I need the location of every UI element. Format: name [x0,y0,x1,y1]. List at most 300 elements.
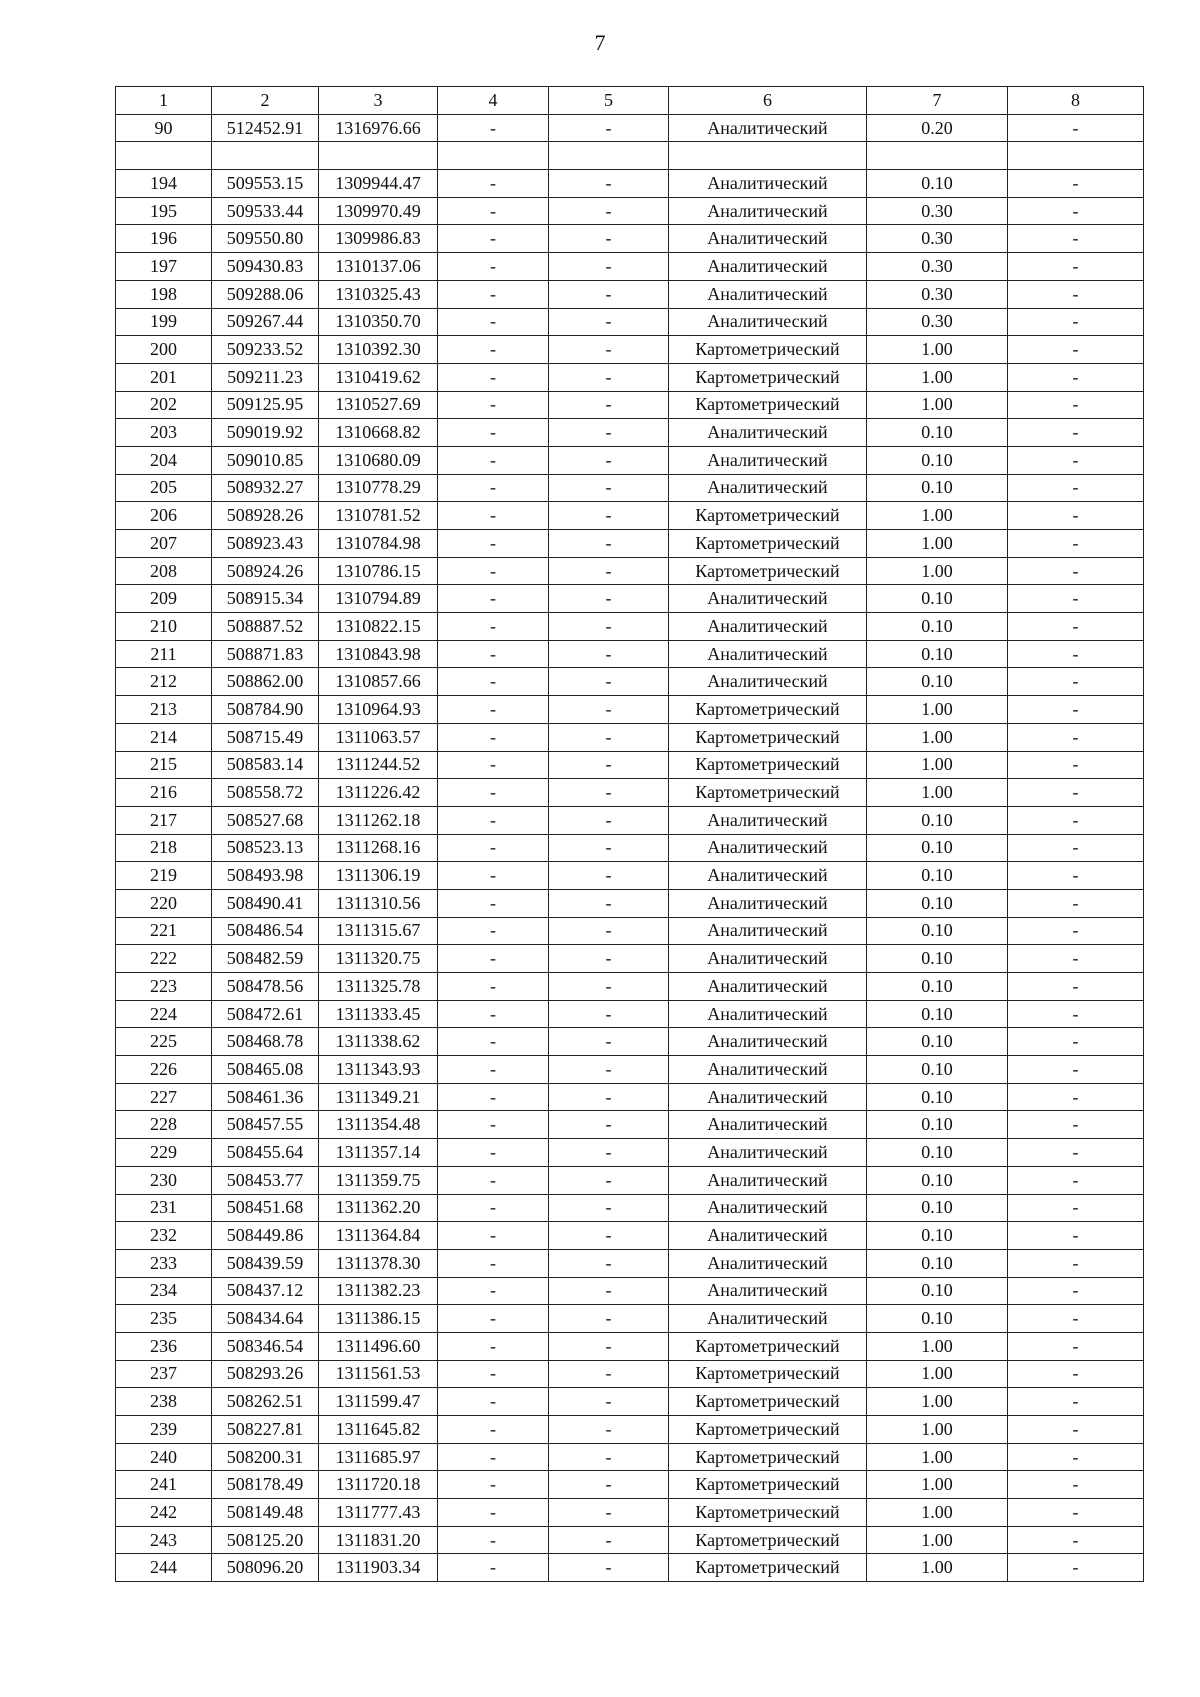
table-row [116,1416,1144,1444]
table-cell: Аналитический [669,640,867,668]
table-cell: - [1008,280,1144,308]
table-cell: 1311364.84 [319,1222,438,1250]
table-cell: - [549,973,669,1001]
table-cell: 1311306.19 [319,862,438,890]
table-cell: 0.30 [867,280,1008,308]
table-row [116,363,1144,391]
table-cell: - [1008,1277,1144,1305]
table-cell: 509430.83 [212,253,319,281]
table-cell: - [549,502,669,530]
table-cell: Аналитический [669,1000,867,1028]
table-cell: 1311333.45 [319,1000,438,1028]
table-cell: - [1008,696,1144,724]
table-cell: 509019.92 [212,419,319,447]
table-cell: 1311831.20 [319,1526,438,1554]
table-cell: 1310137.06 [319,253,438,281]
table-cell: 0.10 [867,1249,1008,1277]
table-cell: 0.10 [867,862,1008,890]
table-cell: 508293.26 [212,1360,319,1388]
table-cell: 508434.64 [212,1305,319,1333]
table-cell: - [438,1332,549,1360]
table-cell: 234 [116,1277,212,1305]
coordinates-table [115,86,1144,1582]
table-cell: - [549,834,669,862]
table-cell: 1311325.78 [319,973,438,1001]
table-cell: - [549,751,669,779]
table-cell: Картометрический [669,530,867,558]
table-cell: 1.00 [867,1416,1008,1444]
table-cell: 0.30 [867,197,1008,225]
table-cell: 0.30 [867,225,1008,253]
table-cell: Аналитический [669,613,867,641]
table-cell: 508227.81 [212,1416,319,1444]
table-cell: - [549,1360,669,1388]
table-cell: 1311378.30 [319,1249,438,1277]
table-cell: 508461.36 [212,1083,319,1111]
table-cell: 1310778.29 [319,474,438,502]
table-cell: Картометрический [669,1499,867,1527]
table-cell: - [1008,1083,1144,1111]
table-cell: 204 [116,446,212,474]
table-cell: - [438,1166,549,1194]
table-cell: - [438,308,549,336]
table-header-row [116,87,1144,115]
table-cell: - [549,1111,669,1139]
table-cell: - [549,114,669,142]
table-cell: - [1008,363,1144,391]
table-cell: 1309986.83 [319,225,438,253]
table-cell [669,142,867,170]
table-cell: 508451.68 [212,1194,319,1222]
table-cell: 1310350.70 [319,308,438,336]
table-cell: Аналитический [669,419,867,447]
table-cell: - [1008,446,1144,474]
table-cell: 0.10 [867,446,1008,474]
column-header: 4 [438,87,549,115]
table-cell: 224 [116,1000,212,1028]
table-cell: 0.10 [867,613,1008,641]
table-cell: Аналитический [669,889,867,917]
table-row [116,197,1144,225]
table-cell: - [549,557,669,585]
column-header: 1 [116,87,212,115]
table-cell: 1.00 [867,530,1008,558]
table-cell: 1.00 [867,751,1008,779]
table-cell: 0.30 [867,253,1008,281]
table-cell: 212 [116,668,212,696]
table-cell: - [438,530,549,558]
table-cell: 508932.27 [212,474,319,502]
table-cell: - [1008,834,1144,862]
table-cell: Аналитический [669,280,867,308]
table-cell: 0.10 [867,1166,1008,1194]
table-cell: 1310786.15 [319,557,438,585]
table-cell: Картометрический [669,391,867,419]
table-cell: - [438,1111,549,1139]
table-cell: 508468.78 [212,1028,319,1056]
table-cell: - [438,170,549,198]
table-row [116,1360,1144,1388]
table-cell: 1311720.18 [319,1471,438,1499]
table-cell: 1310784.98 [319,530,438,558]
table-cell: 508493.98 [212,862,319,890]
table-cell: - [549,1166,669,1194]
table-cell: 1311268.16 [319,834,438,862]
table-row [116,225,1144,253]
table-cell: 232 [116,1222,212,1250]
table-cell: Картометрический [669,1526,867,1554]
table-cell: 509125.95 [212,391,319,419]
table-cell: - [549,1083,669,1111]
table-cell: - [549,585,669,613]
table-cell: - [549,723,669,751]
table-cell: 226 [116,1056,212,1084]
table-cell: - [1008,557,1144,585]
table-cell: - [1008,640,1144,668]
table-cell: Картометрический [669,1332,867,1360]
table-cell: - [549,945,669,973]
table-row [116,1526,1144,1554]
table-cell: 0.10 [867,1000,1008,1028]
table-cell: Аналитический [669,973,867,1001]
table-cell: 208 [116,557,212,585]
table-cell: - [549,668,669,696]
table-cell: 0.10 [867,973,1008,1001]
table-cell: Аналитический [669,945,867,973]
table-cell: - [438,862,549,890]
table-cell: - [1008,1056,1144,1084]
table-cell: 221 [116,917,212,945]
table-cell: 1311315.67 [319,917,438,945]
table-cell: 508465.08 [212,1056,319,1084]
table-cell: 508523.13 [212,834,319,862]
table-cell: - [549,917,669,945]
table-cell: Картометрический [669,502,867,530]
table-cell: 512452.91 [212,114,319,142]
table-cell: Аналитический [669,114,867,142]
table-cell: 1310857.66 [319,668,438,696]
table-cell: - [549,1554,669,1582]
table-cell: - [549,1277,669,1305]
table-cell: - [1008,1471,1144,1499]
table-cell: - [438,1000,549,1028]
table-cell: 210 [116,613,212,641]
table-cell: 0.10 [867,1194,1008,1222]
table-cell: - [438,1249,549,1277]
table-cell: Картометрический [669,1360,867,1388]
table-row [116,585,1144,613]
table-cell: 227 [116,1083,212,1111]
table-cell: Аналитический [669,197,867,225]
table-row [116,1194,1144,1222]
table-row [116,446,1144,474]
column-header: 8 [1008,87,1144,115]
table-cell: - [1008,613,1144,641]
table-cell: 243 [116,1526,212,1554]
table-row [116,751,1144,779]
table-cell: 1.00 [867,1554,1008,1582]
table-cell: 0.10 [867,474,1008,502]
table-cell: - [438,280,549,308]
table-cell: - [549,1056,669,1084]
table-cell: - [438,114,549,142]
table-cell: 1311382.23 [319,1277,438,1305]
table-cell: 228 [116,1111,212,1139]
table-row [116,917,1144,945]
table-row [116,668,1144,696]
table-cell: - [438,502,549,530]
table-cell: - [549,862,669,890]
table-cell: 231 [116,1194,212,1222]
table-row [116,308,1144,336]
table-cell: 1.00 [867,1332,1008,1360]
table-cell: 222 [116,945,212,973]
column-header: 7 [867,87,1008,115]
table-cell: 240 [116,1443,212,1471]
table-cell [438,142,549,170]
table-cell: 1311386.15 [319,1305,438,1333]
table-cell: 196 [116,225,212,253]
table-cell: - [549,1305,669,1333]
table-cell: - [549,1499,669,1527]
table-cell: 508178.49 [212,1471,319,1499]
table-cell: - [549,308,669,336]
table-cell: 1.00 [867,779,1008,807]
table-cell: Аналитический [669,917,867,945]
table-cell: - [549,419,669,447]
table-cell: 0.10 [867,1111,1008,1139]
table-cell: 1310325.43 [319,280,438,308]
table-cell: - [438,806,549,834]
table-cell: Аналитический [669,1166,867,1194]
table-cell: - [1008,114,1144,142]
table-cell: 508200.31 [212,1443,319,1471]
table-cell: - [438,419,549,447]
table-cell: - [438,1443,549,1471]
table-cell: - [1008,1388,1144,1416]
table-body [116,114,1144,1581]
table-cell: 1311262.18 [319,806,438,834]
table-cell: 1310392.30 [319,336,438,364]
table-cell: 508437.12 [212,1277,319,1305]
table-cell: 508457.55 [212,1111,319,1139]
table-cell: 1.00 [867,1388,1008,1416]
table-row [116,170,1144,198]
table-cell: - [1008,585,1144,613]
table-cell: 0.10 [867,889,1008,917]
table-cell: 1311777.43 [319,1499,438,1527]
table-cell: - [438,225,549,253]
table-cell: - [1008,1332,1144,1360]
table-cell: 216 [116,779,212,807]
table-cell: 1310781.52 [319,502,438,530]
table-cell: 225 [116,1028,212,1056]
table-cell [319,142,438,170]
table-cell: 508455.64 [212,1139,319,1167]
table-cell: 203 [116,419,212,447]
table-cell: - [549,530,669,558]
table-cell: - [438,474,549,502]
table-cell: 0.10 [867,640,1008,668]
table-row [116,1222,1144,1250]
table-cell: 509010.85 [212,446,319,474]
table-cell: - [1008,170,1144,198]
table-cell: - [549,1471,669,1499]
table-cell: - [1008,1139,1144,1167]
table-cell: 508928.26 [212,502,319,530]
table-cell: - [1008,1028,1144,1056]
table-cell: 1311599.47 [319,1388,438,1416]
table-row [116,779,1144,807]
table-cell: 242 [116,1499,212,1527]
table-cell: - [1008,889,1144,917]
table-cell: 244 [116,1554,212,1582]
table-cell: Аналитический [669,1222,867,1250]
table-cell: - [438,640,549,668]
table-cell: - [438,1360,549,1388]
table-cell: - [1008,751,1144,779]
table-cell: - [438,613,549,641]
column-header: 3 [319,87,438,115]
table-cell: Аналитический [669,253,867,281]
table-cell: - [438,1471,549,1499]
table-cell: 508871.83 [212,640,319,668]
table-cell: - [438,1277,549,1305]
table-cell: 1311496.60 [319,1332,438,1360]
table-cell: 205 [116,474,212,502]
table-cell: - [1008,1111,1144,1139]
table-cell: 1316976.66 [319,114,438,142]
table-cell: - [549,806,669,834]
table-cell: 1.00 [867,363,1008,391]
table-cell: 219 [116,862,212,890]
table-cell: 508125.20 [212,1526,319,1554]
table-cell: - [438,779,549,807]
table-row [116,1249,1144,1277]
table-cell: - [549,696,669,724]
table-cell: 1309970.49 [319,197,438,225]
table-cell: 220 [116,889,212,917]
table-cell: - [549,336,669,364]
table-row [116,114,1144,142]
table-row [116,696,1144,724]
table-cell: 1311244.52 [319,751,438,779]
table-cell: 236 [116,1332,212,1360]
table-row [116,474,1144,502]
table-cell: 1311354.48 [319,1111,438,1139]
table-cell: 508923.43 [212,530,319,558]
table-cell: 1311338.62 [319,1028,438,1056]
table-cell: Аналитический [669,862,867,890]
table-cell: 509233.52 [212,336,319,364]
table-cell: 215 [116,751,212,779]
table-cell: 0.10 [867,1305,1008,1333]
table-cell: Аналитический [669,225,867,253]
table-row [116,806,1144,834]
table-cell: 213 [116,696,212,724]
table-cell: - [438,834,549,862]
table-cell: Картометрический [669,336,867,364]
table-cell: - [1008,1554,1144,1582]
table-cell: 1311357.14 [319,1139,438,1167]
table-cell: 195 [116,197,212,225]
table-row [116,142,1144,170]
table-cell: 1.00 [867,557,1008,585]
table-cell: - [1008,973,1144,1001]
table-cell: Аналитический [669,1083,867,1111]
table-cell: 508262.51 [212,1388,319,1416]
table-cell: - [438,557,549,585]
table-cell: 1311645.82 [319,1416,438,1444]
table-cell: 1311226.42 [319,779,438,807]
table-cell: 0.10 [867,1083,1008,1111]
table-cell: 509550.80 [212,225,319,253]
table-cell: Картометрический [669,696,867,724]
table-cell: 198 [116,280,212,308]
table-cell: 508486.54 [212,917,319,945]
table-cell: 211 [116,640,212,668]
table-cell [116,142,212,170]
table-cell: - [438,197,549,225]
table-cell: - [549,363,669,391]
table-cell: Аналитический [669,1305,867,1333]
table-cell: 0.10 [867,585,1008,613]
table-cell: - [1008,1360,1144,1388]
table-cell: - [438,1139,549,1167]
table-cell: 0.10 [867,419,1008,447]
table-cell: - [1008,336,1144,364]
table-cell: - [549,170,669,198]
table-cell: - [549,1000,669,1028]
table-cell: 194 [116,170,212,198]
table-cell: Картометрический [669,1471,867,1499]
table-cell [1008,142,1144,170]
table-cell: - [438,1222,549,1250]
table-cell: 0.20 [867,114,1008,142]
table-row [116,1499,1144,1527]
table-cell: 1311903.34 [319,1554,438,1582]
table-cell: 1310843.98 [319,640,438,668]
table-cell: Аналитический [669,1056,867,1084]
table-cell: Аналитический [669,170,867,198]
table-cell: - [549,1332,669,1360]
table-cell: 237 [116,1360,212,1388]
table-cell: 508924.26 [212,557,319,585]
table-cell [212,142,319,170]
table-cell: - [1008,1222,1144,1250]
table-cell: - [438,1028,549,1056]
table-row [116,723,1144,751]
table-cell: - [1008,806,1144,834]
table-cell: 1310794.89 [319,585,438,613]
table-cell: 508784.90 [212,696,319,724]
table-cell [549,142,669,170]
table-cell: - [438,253,549,281]
table-cell: 508527.68 [212,806,319,834]
table-cell: - [438,1305,549,1333]
table-cell: 1310527.69 [319,391,438,419]
table-cell: 1310680.09 [319,446,438,474]
table-cell: Аналитический [669,585,867,613]
table-cell: 199 [116,308,212,336]
table-cell: - [1008,1194,1144,1222]
table-cell: 0.10 [867,834,1008,862]
table-cell: 206 [116,502,212,530]
table-cell: - [1008,225,1144,253]
table-cell: 229 [116,1139,212,1167]
table-cell: 509288.06 [212,280,319,308]
table-cell: Аналитический [669,446,867,474]
